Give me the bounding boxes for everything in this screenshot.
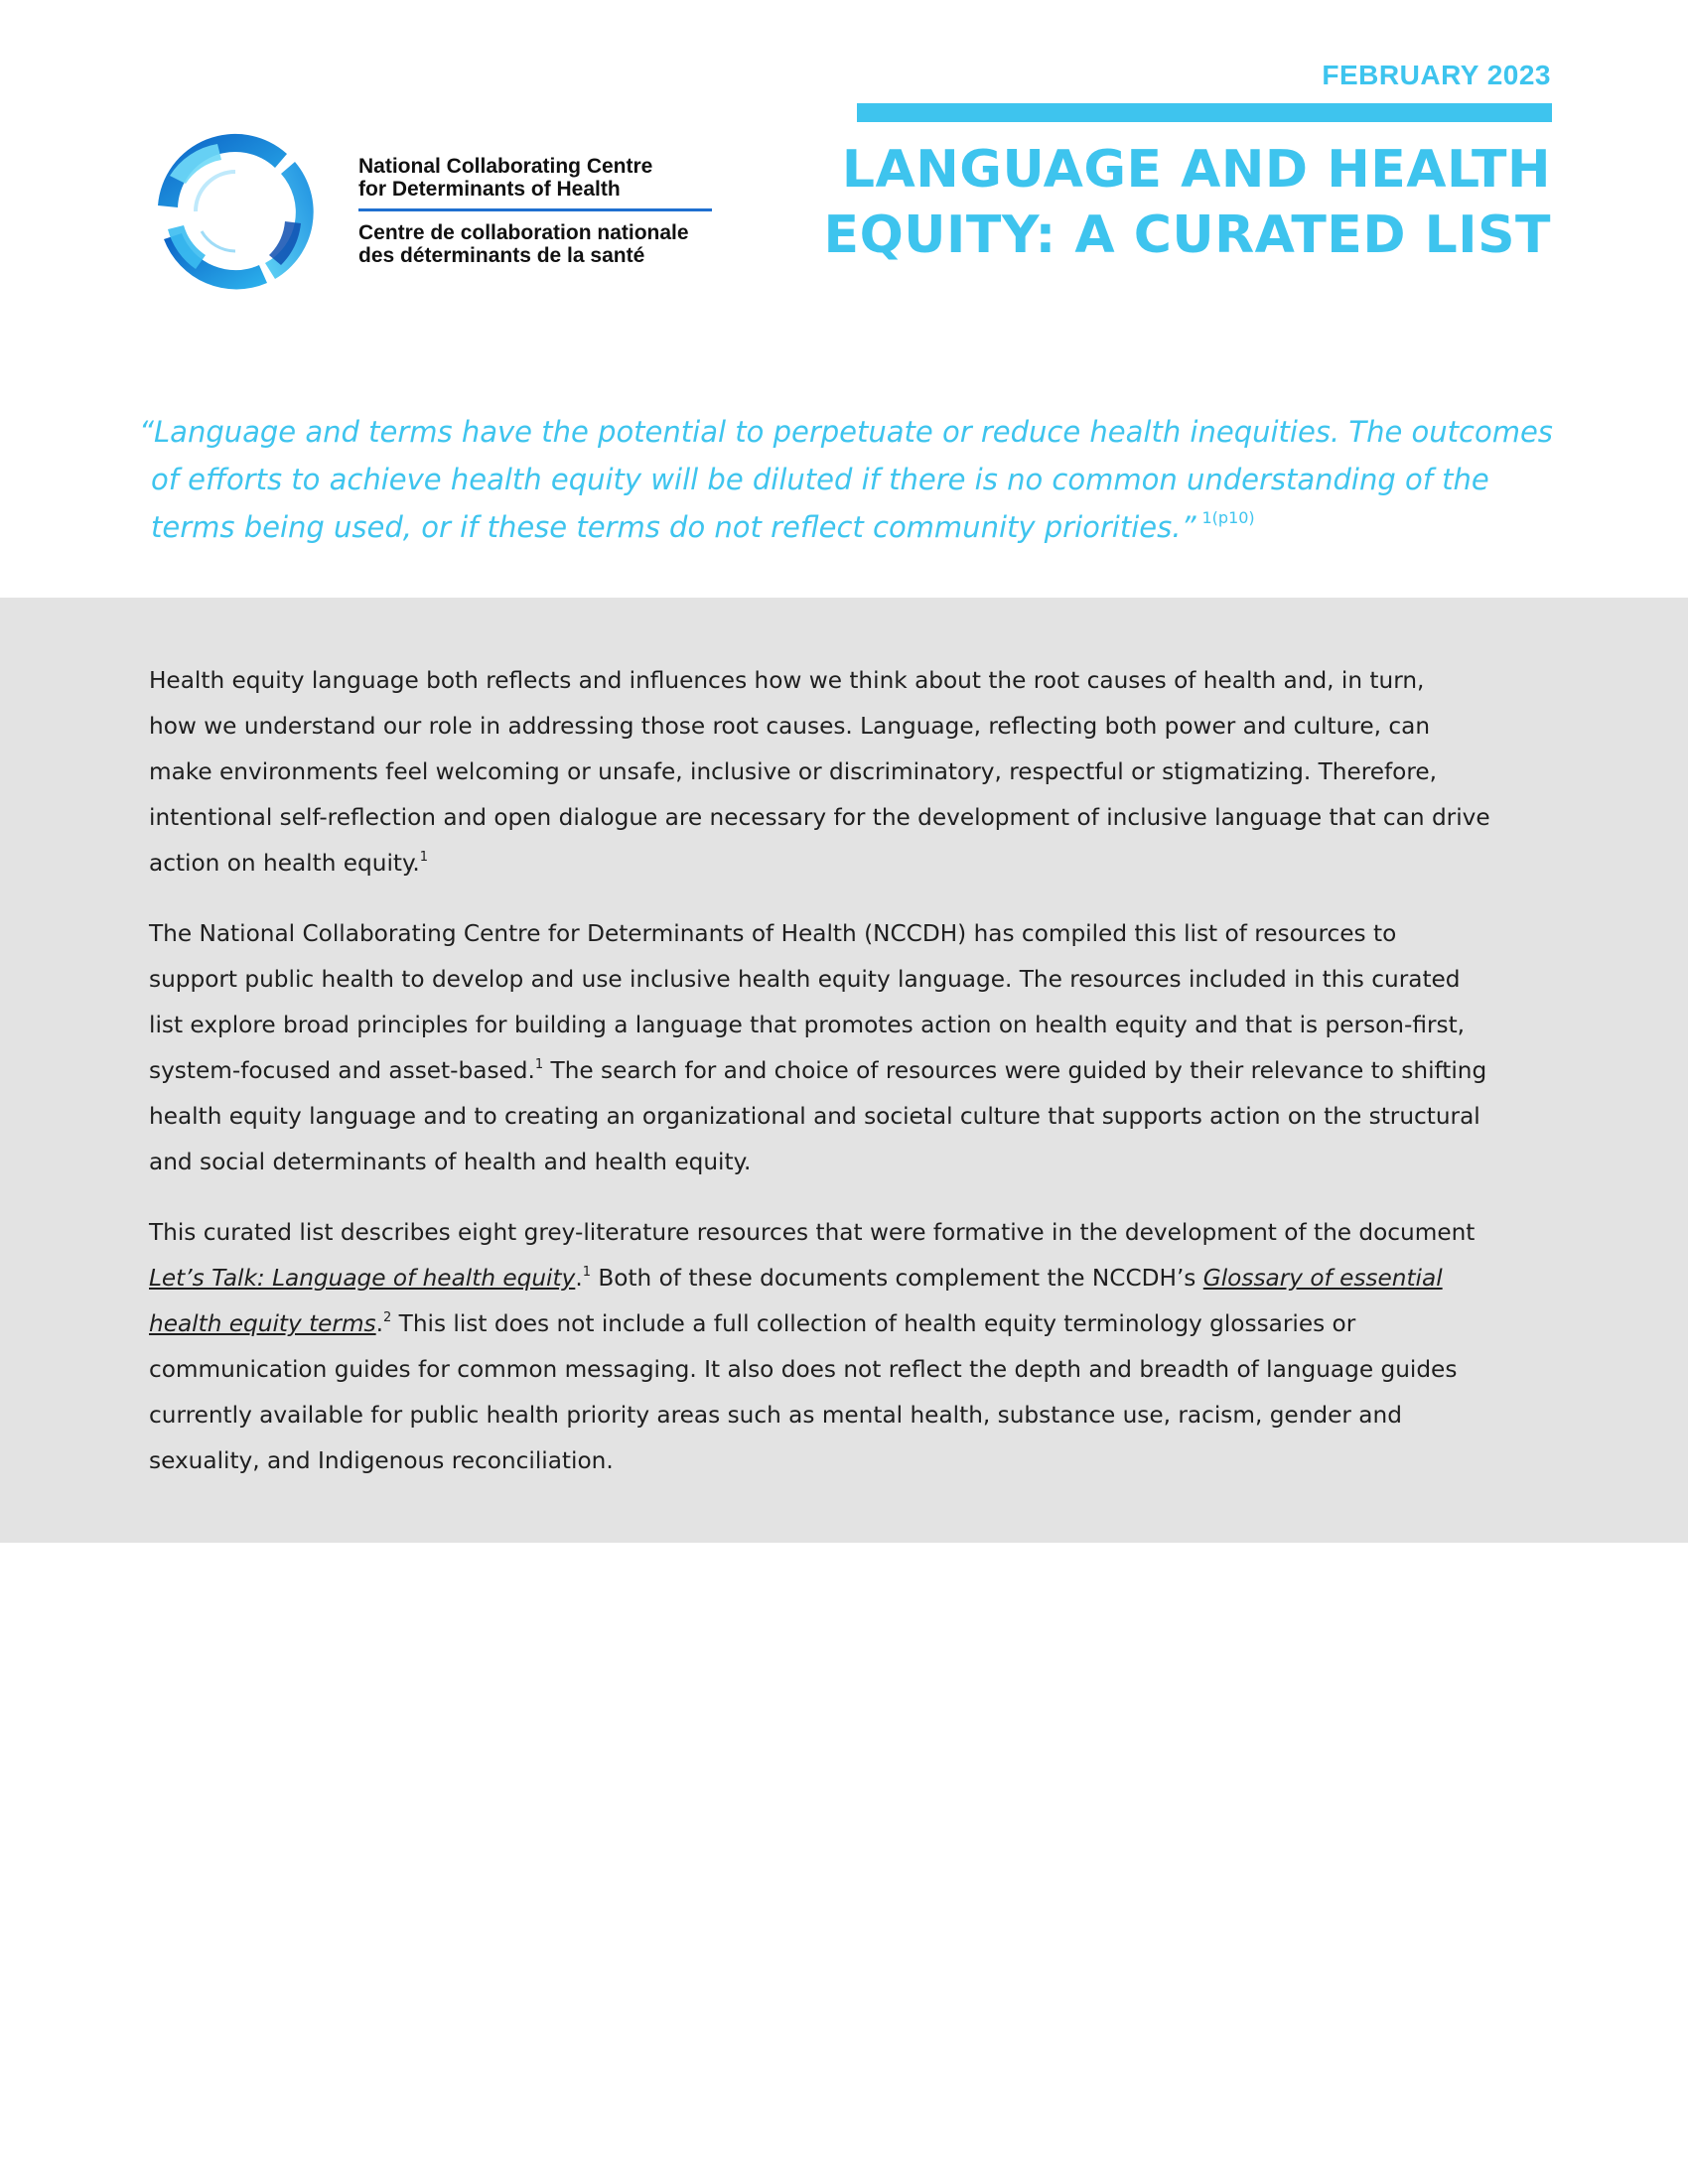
p3-line-4: communication guides for common messaging. It also does not reflect the depth and breadth of language guides [149, 1356, 1458, 1383]
org-fr-line-2: des déterminants de la santé [358, 244, 645, 267]
paragraph-1 [149, 658, 1539, 887]
paragraph-2 [149, 911, 1539, 1185]
p2-line-4a: system-focused and asset-based. [149, 1057, 535, 1084]
quote-line-2: of efforts to achieve health equity will be diluted if there is no common understanding of the [151, 463, 1489, 496]
paragraph-3 [149, 1210, 1539, 1484]
p2-reference: 1 [534, 1057, 544, 1072]
quote-line-3-text: terms being used, or if these terms do not reflect community priorities.” [151, 510, 1196, 544]
p3-line-6: sexuality, and Indigenous reconciliation. [149, 1447, 614, 1474]
quote-line-1: “Language and terms have the potential to perpetuate or reduce health inequities. The outcomes [139, 415, 1553, 449]
p1-line-1: Health equity language both reflects and influences how we think about the root causes of health and, in turn, [149, 667, 1425, 694]
p2-line-5: health equity language and to creating an organizational and societal culture that supports action on the structural [149, 1103, 1480, 1130]
org-name-french [358, 211, 712, 267]
p1-reference: 1 [419, 850, 429, 865]
p2-line-6: and social determinants of health and health equity. [149, 1149, 752, 1175]
p2-line-4 [149, 1048, 1539, 1094]
p1-line-5-text: action on health equity. [149, 850, 420, 877]
org-fr-line-1: Centre de collaboration nationale [358, 221, 689, 244]
p3-line-3 [149, 1301, 1539, 1347]
title-line-2: EQUITY: A CURATED LIST [823, 205, 1551, 265]
org-name-english [358, 155, 712, 211]
p2-line-4b: The search for and choice of resources were guided by their relevance to shifting [543, 1057, 1487, 1084]
p3-line-2-mid: Both of these documents complement the NCCDH’s [590, 1265, 1203, 1292]
p3-line-3-rest: This list does not include a full collection of health equity terminology glossaries or [391, 1310, 1356, 1337]
publication-date: FEBRUARY 2023 [1322, 60, 1551, 90]
p3-line-2-period: . [575, 1265, 583, 1292]
glossary-link-part-2[interactable]: health equity terms [149, 1310, 376, 1337]
p3-line-1: This curated list describes eight grey-literature resources that were formative in the development of the document [149, 1219, 1476, 1246]
org-en-line-1: National Collaborating Centre [358, 155, 653, 178]
p3-line-3-period: . [375, 1310, 384, 1337]
swirl-logo-icon [151, 127, 320, 296]
p2-line-1: The National Collaborating Centre for Determinants of Health (NCCDH) has compiled this list of resources to [149, 920, 1397, 947]
p3-line-2 [149, 1256, 1539, 1301]
intro-body [149, 658, 1539, 1509]
document-title [796, 137, 1551, 268]
p3-reference-1: 1 [582, 1265, 591, 1280]
title-rule [857, 103, 1552, 122]
quote-line-3 [139, 503, 1479, 551]
p3-reference-2: 2 [383, 1310, 392, 1325]
glossary-link-part-1[interactable]: Glossary of essential [1202, 1265, 1443, 1292]
p2-line-2: support public health to develop and use inclusive health equity language. The resources included in this curated [149, 966, 1461, 993]
p1-line-3: make environments feel welcoming or unsafe, inclusive or discriminatory, respectful or stigmatizing. Therefore, [149, 758, 1438, 785]
lets-talk-link[interactable]: Let’s Talk: Language of health equity [149, 1265, 576, 1292]
quote-citation: 1(p10) [1201, 508, 1255, 527]
p1-line-4: intentional self-reflection and open dialogue are necessary for the development of inclusive language that can drive [149, 804, 1490, 831]
p2-line-3: list explore broad principles for building a language that promotes action on health equity and that is person-first, [149, 1012, 1466, 1038]
p1-line-5 [149, 841, 1539, 887]
organization-names [358, 155, 712, 267]
pull-quote [139, 408, 1553, 551]
p3-line-5: currently available for public health priority areas such as mental health, substance use, racism, gender and [149, 1402, 1402, 1429]
p1-line-2: how we understand our role in addressing those root causes. Language, reflecting both power and culture, can [149, 713, 1431, 740]
org-en-line-2: for Determinants of Health [358, 178, 621, 201]
title-line-1: LANGUAGE AND HEALTH [841, 140, 1551, 200]
